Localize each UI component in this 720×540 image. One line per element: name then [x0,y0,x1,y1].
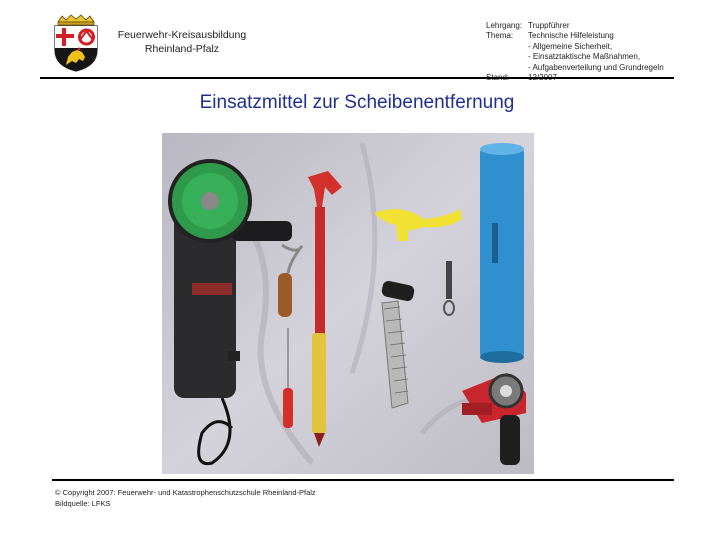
header-divider [40,77,674,79]
course-metadata [486,21,706,83]
slide-title: Einsatzmittel zur Scheibenentfernung [199,92,515,113]
copyright-text: © Copyright 2007: Feuerwehr- und Katastrophenschutzschule Rheinland-Pfalz [55,488,316,497]
topic-item: - Einsatztaktische Maßnahmen, [528,52,641,62]
course-label: Lehrgang: [486,21,523,30]
tools-photo [162,133,534,474]
organization-name [104,28,260,56]
footer-divider [52,479,674,481]
topic-item: - Aufgabenverteilung und Grundregeln [528,62,664,72]
course-value: Truppführer [528,21,570,30]
topic-item: - Allgemeine Sicherheit, [528,41,613,51]
topic-label: Thema: [486,31,514,41]
organization-line-2: Rheinland-Pfalz [144,43,220,55]
rheinland-pfalz-coat-of-arms-icon [52,14,100,72]
footer [55,488,316,509]
tape-tube-icon [480,143,524,363]
organization-line-1: Feuerwehr-Kreisausbildung [117,29,247,41]
image-source-text: Bildquelle: LFKS [55,498,111,508]
topic-value: Technische Hilfeleistung [528,31,614,41]
